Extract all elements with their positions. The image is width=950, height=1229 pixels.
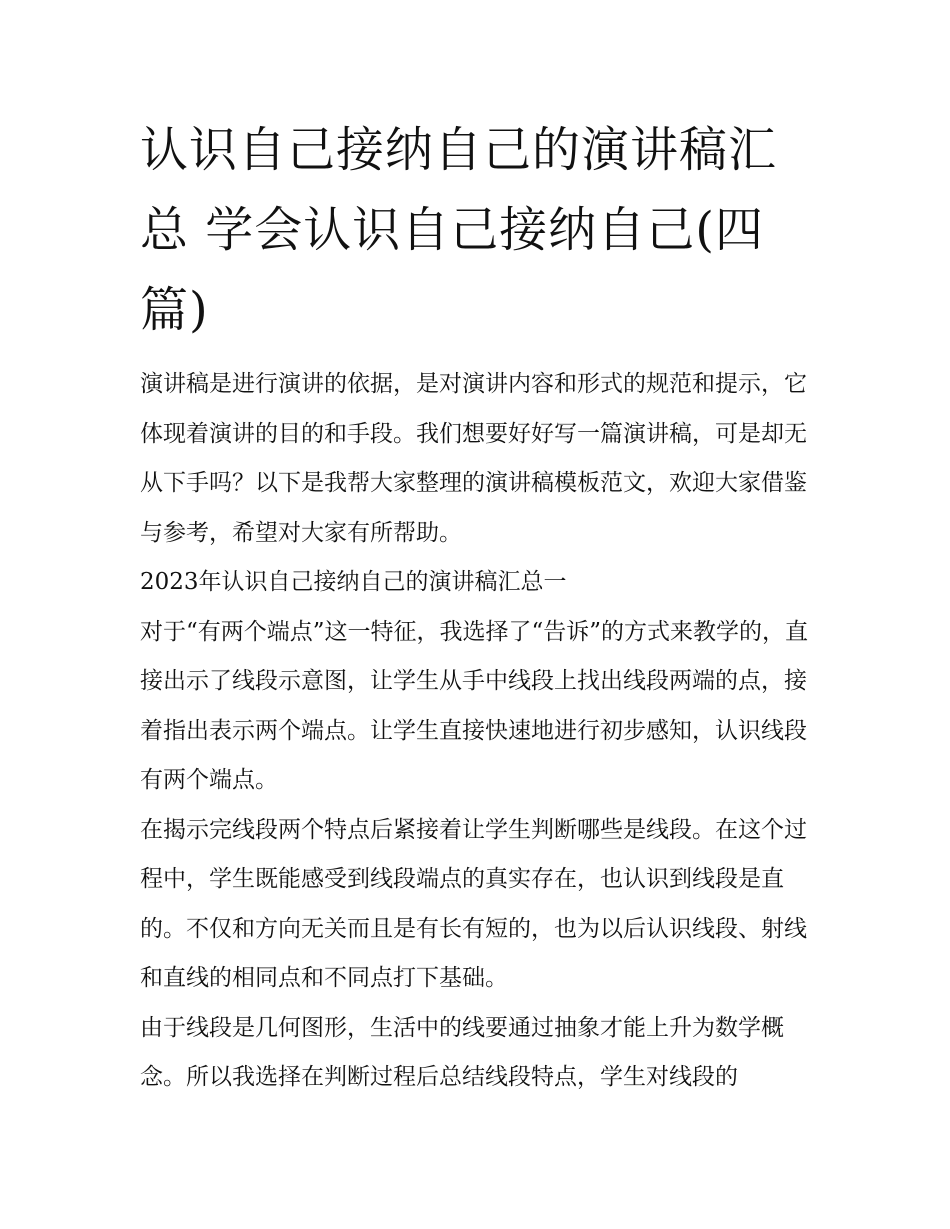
section-heading: 2023年认识自己接纳自己的演讲稿汇总一: [140, 569, 567, 595]
intro-paragraph: 演讲稿是进行演讲的依据，是对演讲内容和形式的规范和提示，它体现着演讲的目的和手段。我们想要好好写一篇演讲稿，可是却无从下手吗？以下是我帮大家整理的演讲稿模板范文，欢迎大家借鉴与参考，希望对大家有所帮助。: [140, 371, 807, 546]
body-paragraph-1: 对于“有两个端点”这一特征，我选择了“告诉”的方式来教学的，直接出示了线段示意图，让学生从手中线段上找出线段两端的点，接着指出表示两个端点。让学生直接快速地进行初步感知，认识线段有两个端点。: [140, 618, 809, 793]
body-paragraph-3: 由于线段是几何图形，生活中的线要通过抽象才能上升为数学概念。所以我选择在判断过程后总结线段特点，学生对线段的: [140, 1014, 784, 1090]
document-page: [140, 110, 820, 1103]
body-paragraph-2: 在揭示完线段两个特点后紧接着让学生判断哪些是线段。在这个过程中，学生既能感受到线段端点的真实存在，也认识到线段是直的。不仅和方向无关而且是有长有短的，也为以后认识线段、射线和直线的相同点和不同点打下基础。: [140, 816, 807, 991]
document-title: 认识自己接纳自己的演讲稿汇总 学会认识自己接纳自己(四篇): [140, 122, 778, 338]
